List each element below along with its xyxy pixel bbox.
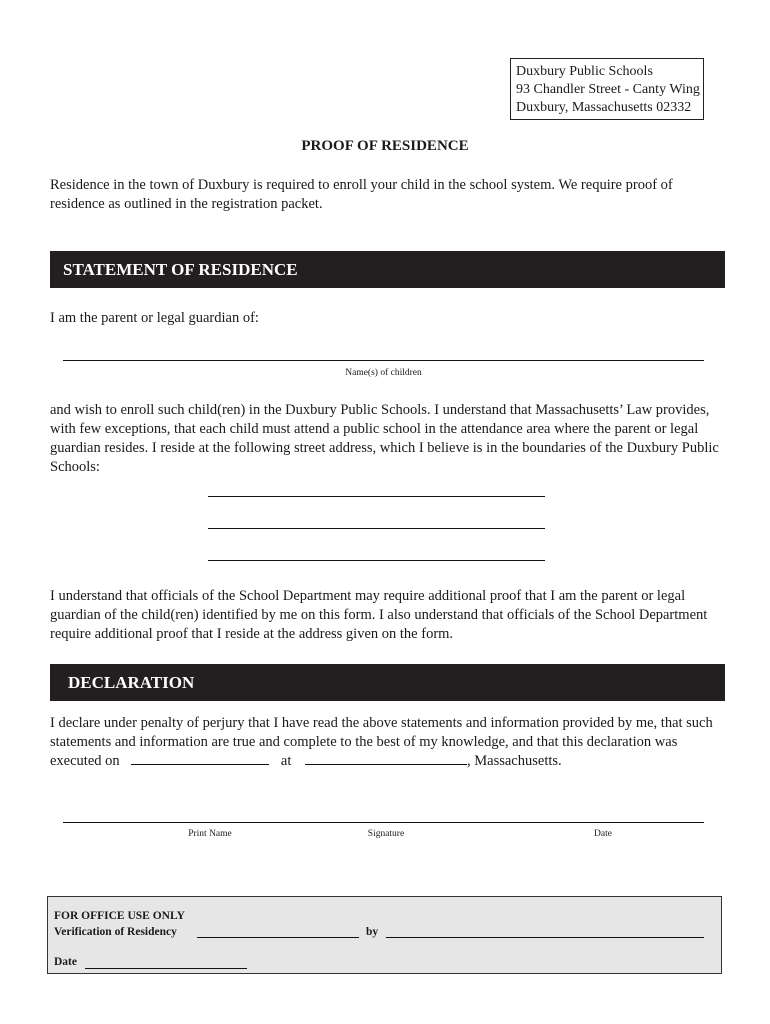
verification-label: Verification of Residency [54, 926, 177, 938]
signature-line[interactable] [63, 822, 704, 823]
page-title: PROOF OF RESIDENCE [301, 138, 469, 154]
massachusetts-label: , Massachusetts. [467, 753, 562, 769]
execution-place-field[interactable] [305, 764, 467, 765]
by-label: by [366, 926, 379, 938]
at-label: at [280, 753, 292, 769]
street-address-line-3[interactable] [208, 560, 545, 561]
address-line-2: 93 Chandler Street - Canty Wing [516, 82, 700, 97]
declaration-paragraph [50, 714, 722, 771]
verification-field[interactable] [197, 937, 359, 938]
statement-section-header [50, 251, 725, 288]
children-names-caption: Name(s) of children [345, 368, 422, 378]
address-line-1: Duxbury Public Schools [516, 64, 653, 79]
proof-paragraph: I understand that officials of the School Department may require additional proof that I am the parent or legal guardian of the child(ren) identified by me on this form. I also understand that officials of the School Department require additional proof that I reside at the address given on the form. [50, 588, 708, 642]
signature-caption: Signature [367, 829, 405, 839]
office-use-box [47, 896, 722, 974]
declaration-section-header [50, 664, 725, 701]
print-name-caption: Print Name [188, 829, 232, 839]
date-caption: Date [594, 829, 612, 839]
guardian-text: I am the parent or legal guardian of: [50, 310, 259, 326]
statement-heading: STATEMENT OF RESIDENCE [63, 260, 298, 279]
office-use-heading: FOR OFFICE USE ONLY [54, 910, 185, 922]
school-address-box [510, 58, 704, 120]
intro-paragraph: Residence in the town of Duxbury is required to enroll your child in the school system. We require proof of residence as outlined in the registration packet. [50, 177, 673, 212]
address-line-3: Duxbury, Massachusetts 02332 [516, 100, 692, 115]
street-address-line-2[interactable] [208, 528, 545, 529]
office-date-field[interactable] [85, 968, 247, 969]
execution-date-field[interactable] [131, 764, 269, 765]
declaration-heading: DECLARATION [68, 673, 195, 692]
street-address-line-1[interactable] [208, 496, 545, 497]
children-names-field[interactable] [63, 360, 704, 361]
declaration-text: I declare under penalty of perjury that I have read the above statements and information provided by me, that such statements and information are true and complete to the best of my knowledge, and that this declaration was executed on [50, 715, 713, 769]
office-date-label: Date [54, 956, 77, 968]
verified-by-field[interactable] [386, 937, 704, 938]
enroll-paragraph: and wish to enroll such child(ren) in the Duxbury Public Schools. I understand that Massachusetts’ Law provides, with few exceptions, that each child must attend a public school in the attendance area where the parent or legal guardian resides. I reside at the following street address, which I believe is in the boundaries of the Duxbury Public Schools: [50, 402, 719, 475]
